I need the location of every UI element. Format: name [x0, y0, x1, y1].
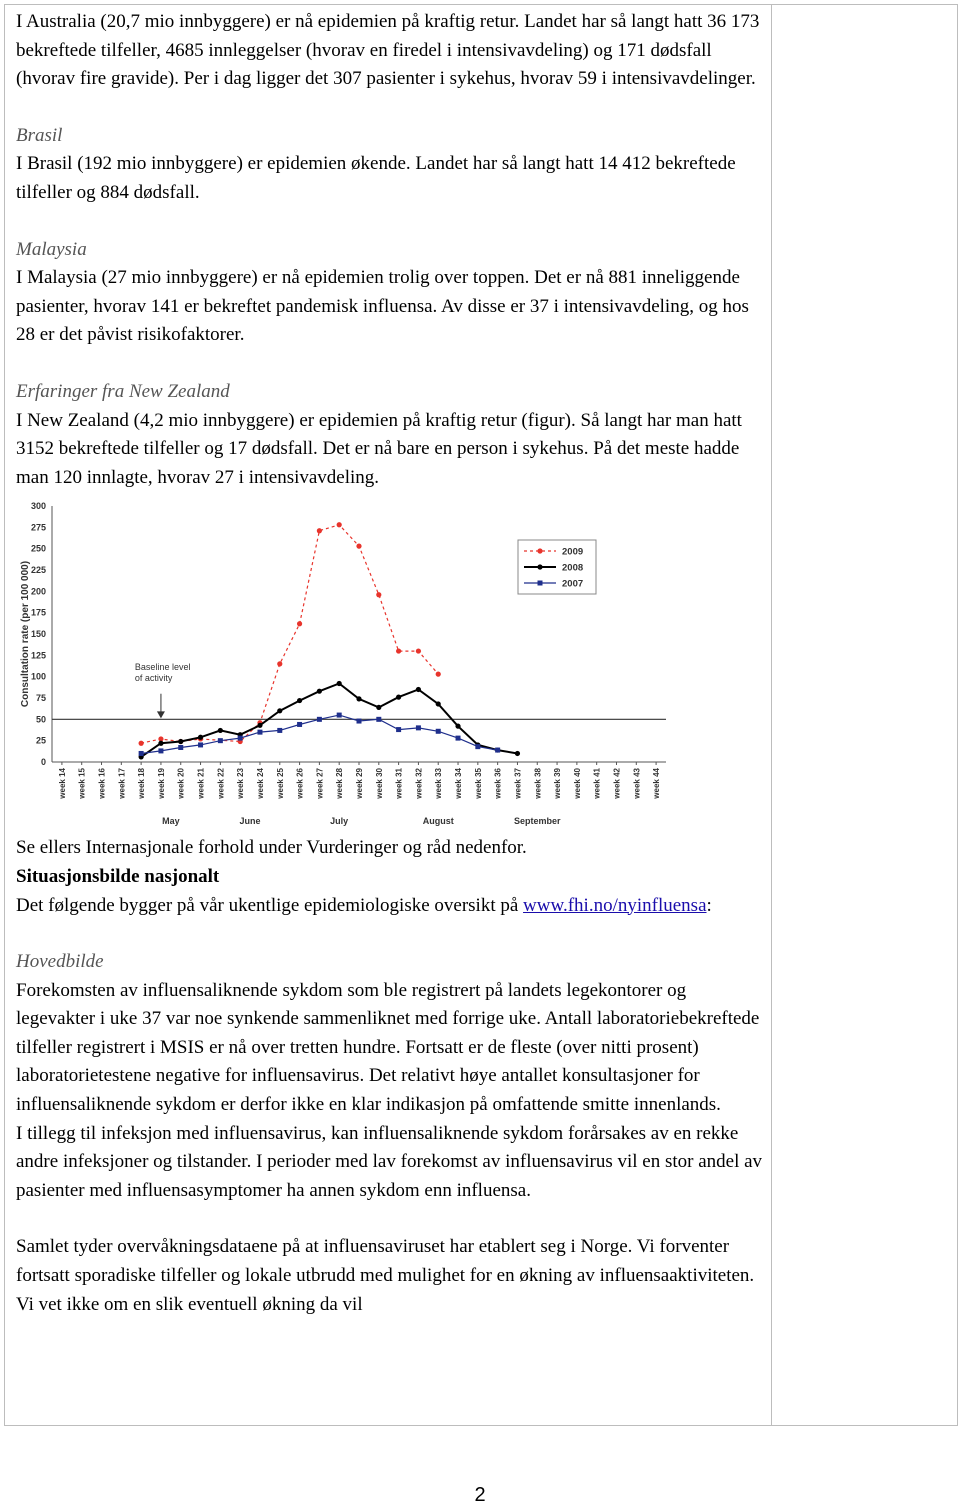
- x-tick-label: week 15: [77, 768, 87, 800]
- y-tick-label: 175: [30, 607, 46, 618]
- point-2008: [218, 728, 223, 733]
- x-tick-label: week 37: [513, 768, 523, 800]
- x-tick-label: week 33: [434, 768, 444, 800]
- malaysia-heading: Malaysia: [16, 238, 87, 260]
- legend-marker-2008: [537, 565, 542, 570]
- month-label: September: [513, 816, 561, 827]
- new-zealand-paragraph: I New Zealand (4,2 mio innbyggere) er epidemien på kraftig retur (figur). Så langt har man hatt 3152 bekreftede tilfeller og 17 dødsfall. Det er nå bare en person i sykehus. På det meste hadde man 120 innlagte, hvorav 27 i intensivavdeling.: [16, 409, 742, 488]
- point-2009: [139, 741, 144, 746]
- x-tick-label: week 39: [553, 768, 563, 800]
- situasjonsbilde-heading: Situasjonsbilde nasjonalt: [16, 865, 220, 887]
- y-tick-label: 50: [35, 714, 46, 725]
- point-2008: [178, 739, 183, 744]
- point-2007: [376, 717, 381, 722]
- y-tick-label: 0: [40, 757, 46, 768]
- x-tick-label: week 43: [632, 768, 642, 800]
- x-tick-label: week 40: [572, 768, 582, 800]
- x-tick-label: week 38: [533, 768, 543, 800]
- x-tick-label: week 31: [394, 768, 404, 800]
- link-colon: :: [706, 894, 712, 916]
- point-2007: [277, 728, 282, 733]
- point-2008: [317, 689, 322, 694]
- point-2008: [277, 709, 282, 714]
- legend-label-2007: 2007: [562, 578, 584, 590]
- hovedbilde-paragraph-1: Forekomsten av influensaliknende sykdom som ble registrert på landets legekontorer og legevakter i uke 37 var noe synkende sammenliknet med forrige uke. Antall laboratoriebekreftede tilfeller registrert i MSIS er nå over tretten hundre. Fortsatt er de fleste (over nitti prosent) laboratorietestene negative for influensavirus. Det relativt høye antallet konsultasjoner for influensaliknende sykdom er derfor ikke en klar indikasjon på omfattende smitte innenlands.: [16, 979, 760, 1116]
- x-tick-label: week 20: [176, 768, 186, 800]
- x-tick-label: week 44: [652, 768, 662, 800]
- y-axis-label: Consultation rate (per 100 000): [20, 561, 31, 708]
- hovedbilde-paragraph-2: I tillegg til infeksjon med influensavirus, kan influensaliknende sykdom forårsakes av en rekke andre infeksjoner og tilstander. I perioder med lav forekomst av influensavirus vil en stor andel av pasienter med influensasymptomer ha annen sykdom enn influensa.: [16, 1122, 763, 1201]
- point-2007: [139, 751, 144, 756]
- chart-svg: [16, 496, 676, 826]
- y-tick-label: 25: [35, 735, 46, 746]
- point-2008: [436, 702, 441, 707]
- hovedbilde-paragraph-3: Samlet tyder overvåkningsdataene på at influensaviruset har etablert seg i Norge. Vi forventer fortsatt sporadiske tilfeller og lokale utbrudd med mulighet for en økning av influensaaktiviteten. Vi vet ikke om en slik eventuell økning da vil: [16, 1236, 755, 1315]
- month-label: May: [162, 816, 180, 827]
- x-tick-label: week 24: [255, 768, 265, 800]
- australia-paragraph: I Australia (20,7 mio innbyggere) er nå epidemien på kraftig retur. Landet har så langt hatt 36 173 bekreftede tilfeller, 4685 innleggelser (hvorav en firedel i intensivavdeling) og 171 dødsfall (hvorav fire gravide). Per i dag ligger det 307 pasienter i sykehus, hvorav 59 i intensivavdelinger.: [16, 11, 760, 90]
- column-divider: [771, 5, 772, 1425]
- fhi-link[interactable]: www.fhi.no/nyinfluensa: [523, 894, 707, 916]
- brasil-paragraph: I Brasil (192 mio innbyggere) er epidemien økende. Landet har så langt hatt 14 412 bekreftede tilfeller og 884 dødsfall.: [16, 153, 736, 203]
- x-tick-label: week 35: [473, 768, 483, 800]
- malaysia-paragraph: I Malaysia (27 mio innbyggere) er nå epidemien trolig over toppen. Det er nå 881 inneliggende pasienter, hvorav 141 er bekreftet pandemisk influensa. Av disse er 37 i intensivavdeling, og hos 28 er det påvist risikofaktorer.: [16, 267, 749, 346]
- situasjonsbilde-text: Det følgende bygger på vår ukentlige epidemiologiske oversikt på: [16, 894, 519, 916]
- point-2007: [297, 722, 302, 727]
- point-2009: [297, 621, 302, 626]
- x-tick-label: week 17: [117, 768, 127, 800]
- point-2007: [436, 729, 441, 734]
- point-2008: [376, 705, 381, 710]
- page-table: [4, 4, 958, 1426]
- point-2008: [158, 741, 163, 746]
- point-2008: [337, 681, 342, 686]
- point-2007: [218, 738, 223, 743]
- point-2007: [257, 730, 262, 735]
- x-tick-label: week 26: [295, 768, 305, 800]
- legend-marker-2009: [537, 549, 542, 554]
- point-2007: [198, 743, 203, 748]
- point-2008: [198, 735, 203, 740]
- x-tick-label: week 16: [97, 768, 107, 800]
- x-tick-label: week 21: [196, 768, 206, 800]
- point-2009: [376, 592, 381, 597]
- y-tick-label: 125: [30, 650, 46, 661]
- month-label: July: [330, 816, 349, 827]
- point-2008: [515, 751, 520, 756]
- y-tick-label: 250: [30, 543, 46, 554]
- x-tick-label: week 30: [374, 768, 384, 800]
- annotation-line-2: of activity: [134, 673, 173, 684]
- new-zealand-heading: Erfaringer fra New Zealand: [16, 380, 230, 402]
- annotation-arrow-head: [157, 712, 165, 719]
- point-2009: [396, 649, 401, 654]
- situasjonsbilde-paragraph: [16, 892, 766, 921]
- x-tick-label: week 18: [137, 768, 147, 800]
- x-tick-label: week 29: [355, 768, 364, 800]
- point-2009: [277, 662, 282, 667]
- point-2008: [416, 687, 421, 692]
- see-also-line: Se ellers Internasjonale forhold under Vurderinger og råd nedenfor.: [16, 837, 527, 859]
- brasil-heading: Brasil: [16, 124, 63, 146]
- point-2007: [416, 726, 421, 731]
- point-2007: [475, 744, 480, 749]
- x-tick-label: week 36: [493, 768, 503, 800]
- point-2009: [416, 649, 421, 654]
- point-2008: [356, 697, 361, 702]
- x-tick-label: week 23: [236, 768, 246, 800]
- y-tick-label: 200: [30, 586, 46, 597]
- point-2007: [357, 719, 362, 724]
- point-2009: [356, 544, 361, 549]
- x-tick-label: week 42: [612, 768, 622, 800]
- x-tick-label: week 19: [156, 768, 166, 800]
- point-2008: [455, 724, 460, 729]
- point-2007: [238, 736, 243, 741]
- x-tick-label: week 14: [57, 768, 67, 800]
- hovedbilde-heading: Hovedbilde: [16, 951, 104, 973]
- x-tick-label: week 27: [315, 768, 325, 800]
- x-tick-label: week 28: [335, 768, 345, 800]
- y-tick-label: 75: [35, 693, 46, 704]
- page-number: 2: [474, 1484, 486, 1506]
- month-label: August: [422, 816, 454, 827]
- y-tick-label: 275: [30, 522, 46, 533]
- point-2007: [456, 736, 461, 741]
- point-2007: [317, 717, 322, 722]
- y-tick-label: 150: [30, 629, 46, 640]
- point-2007: [158, 749, 163, 754]
- point-2007: [337, 713, 342, 718]
- point-2009: [337, 522, 342, 527]
- y-tick-label: 225: [30, 565, 46, 576]
- point-2008: [297, 698, 302, 703]
- x-tick-label: week 41: [592, 768, 602, 800]
- point-2007: [495, 748, 500, 753]
- y-tick-label: 100: [30, 671, 46, 682]
- document-body: [16, 8, 766, 1319]
- y-tick-label: 300: [30, 501, 46, 512]
- x-tick-label: week 32: [414, 768, 424, 800]
- month-label: June: [239, 816, 261, 827]
- point-2009: [436, 672, 441, 677]
- point-2007: [178, 745, 183, 750]
- x-tick-label: week 22: [216, 768, 226, 800]
- legend-label-2008: 2008: [562, 562, 584, 574]
- x-tick-label: week 34: [454, 768, 464, 800]
- point-2009: [317, 528, 322, 533]
- annotation-line-1: Baseline level: [134, 662, 191, 673]
- legend-marker-2007: [538, 581, 543, 586]
- series-line-2009: [141, 525, 438, 743]
- influenza-chart: [16, 496, 676, 826]
- legend-label-2009: 2009: [562, 546, 584, 558]
- point-2008: [396, 695, 401, 700]
- x-tick-label: week 25: [275, 768, 285, 800]
- point-2008: [257, 723, 262, 728]
- point-2007: [396, 727, 401, 732]
